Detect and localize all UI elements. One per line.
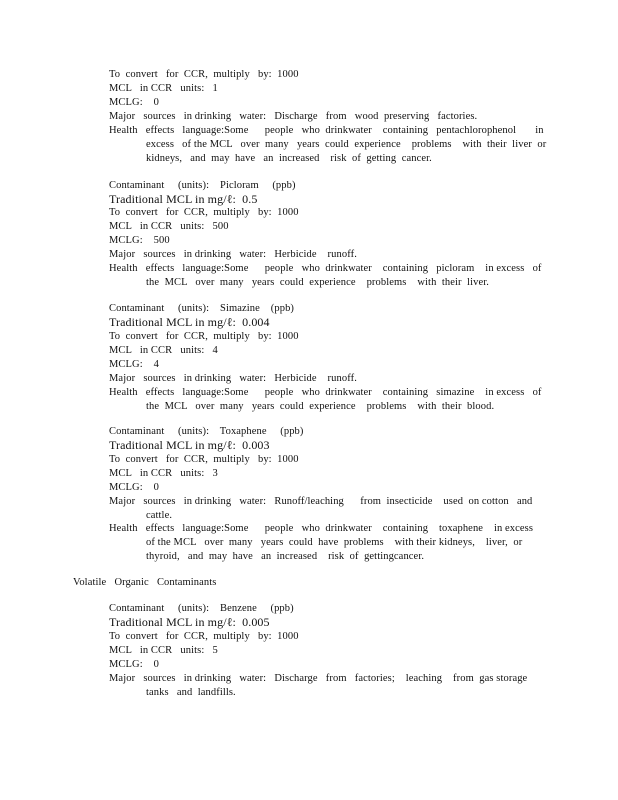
health-line: Health effects language:Some people who drinkwater containing toxaphene in excess [109,523,534,534]
health-line: Health effects language:Some people who drinkwater containing simazine in excess of [109,387,542,398]
mclg-line: MCLG: 0 [109,659,160,670]
mcl-line: MCL in CCR units: 5 [109,645,218,656]
health-line: the MCL over many years could experience problems with their blood. [146,401,495,412]
sources-line: cattle. [146,510,173,521]
traditional-mcl-line: Traditional MCL in mg/ℓ: 0.005 [109,615,270,629]
contaminant-line: Contaminant (units): Simazine (ppb) [109,303,295,314]
traditional-mcl-line: Traditional MCL in mg/ℓ: 0.5 [109,192,258,206]
convert-line: To convert for CCR, multiply by: 1000 [109,331,299,342]
health-line: the MCL over many years could experience problems with their liver. [146,277,489,288]
traditional-mcl-line: Traditional MCL in mg/ℓ: 0.003 [109,438,270,452]
health-line: Health effects language:Some people who drinkwater containing pentachlorophenol in [109,125,544,136]
mcl-line: MCL in CCR units: 4 [109,345,218,356]
section-heading: Volatile Organic Contaminants [73,577,217,588]
health-line: Health effects language:Some people who drinkwater containing picloram in excess of [109,263,542,274]
mclg-line: MCLG: 500 [109,235,170,246]
convert-line: To convert for CCR, multiply by: 1000 [109,69,299,80]
convert-line: To convert for CCR, multiply by: 1000 [109,207,299,218]
health-line: kidneys, and may have an increased risk of getting cancer. [146,153,432,164]
health-line: thyroid, and may have an increased risk of gettingcancer. [146,551,425,562]
convert-line: To convert for CCR, multiply by: 1000 [109,454,299,465]
mcl-line: MCL in CCR units: 1 [109,83,218,94]
sources-line: Major sources in drinking water: Herbicide runoff. [109,249,357,260]
sources-line: Major sources in drinking water: Herbicide runoff. [109,373,357,384]
health-line: excess of the MCL over many years could experience problems with their liver or [146,139,547,150]
sources-line: Major sources in drinking water: Discharge from wood preserving factories. [109,111,478,122]
health-line: of the MCL over many years could have problems with their kidneys, liver, or [146,537,523,548]
traditional-mcl-line: Traditional MCL in mg/ℓ: 0.004 [109,315,270,329]
sources-line: tanks and landfills. [146,687,236,698]
mclg-line: MCLG: 0 [109,482,160,493]
mclg-line: MCLG: 4 [109,359,160,370]
contaminant-line: Contaminant (units): Toxaphene (ppb) [109,426,304,437]
contaminant-line: Contaminant (units): Picloram (ppb) [109,180,296,191]
sources-line: Major sources in drinking water: Discharge from factories; leaching from gas storage [109,673,528,684]
mcl-line: MCL in CCR units: 500 [109,221,229,232]
sources-line: Major sources in drinking water: Runoff/leaching from insecticide used on cotton and [109,496,533,507]
mclg-line: MCLG: 0 [109,97,160,108]
convert-line: To convert for CCR, multiply by: 1000 [109,631,299,642]
contaminant-line: Contaminant (units): Benzene (ppb) [109,603,294,614]
mcl-line: MCL in CCR units: 3 [109,468,218,479]
